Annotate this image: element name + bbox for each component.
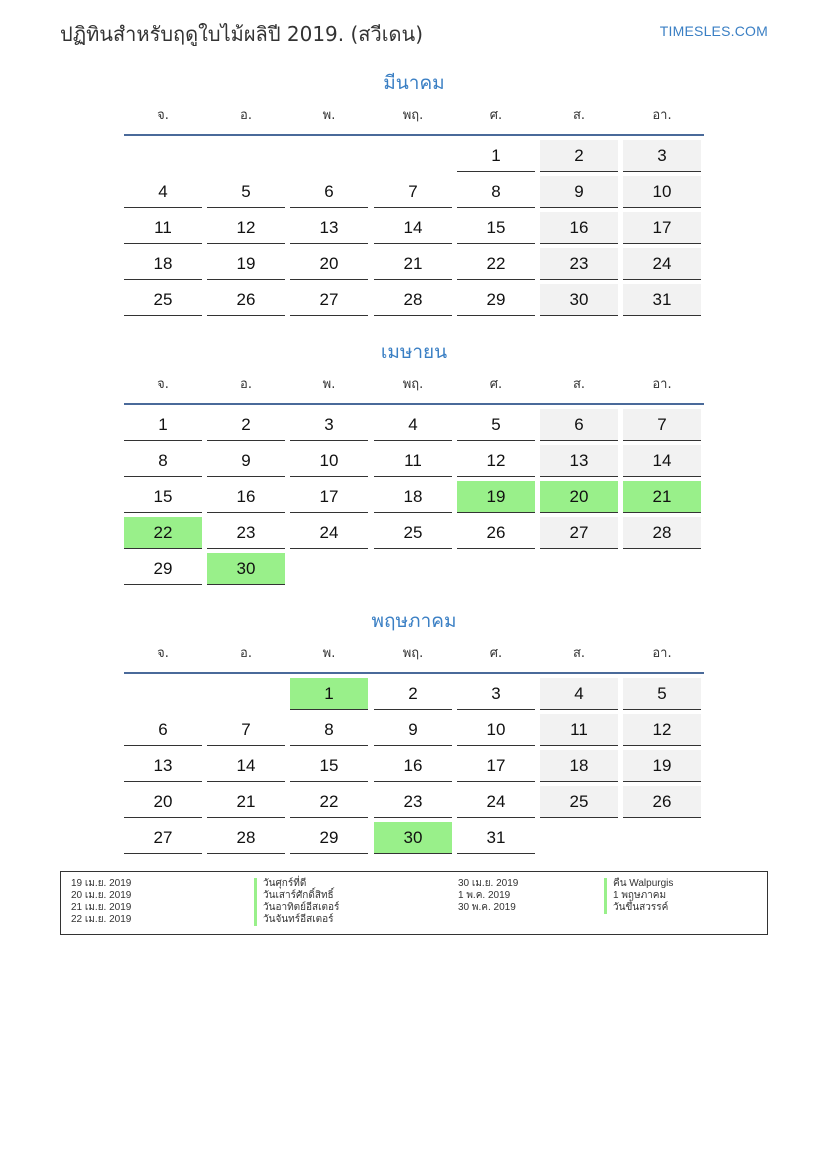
day-cell: 12 [457,445,535,477]
legend-holiday-name: วันอาทิตย์อีสเตอร์ [254,902,339,914]
day-cell: 3 [457,678,535,710]
day-cell: 22 [290,786,368,818]
weekday-header [124,644,704,674]
weekday-label: อา. [652,646,672,661]
month-name: พฤษภาคม [371,610,457,632]
day-cell: 8 [290,714,368,746]
day-cell: 25 [374,517,452,549]
day-cell: 31 [623,284,701,316]
day-cell: 18 [124,248,202,280]
legend-names-col-1 [254,878,339,926]
day-cell: 26 [207,284,285,316]
weekday-label: อ. [240,108,252,123]
month-block [124,70,704,309]
brand-link[interactable]: TIMESLES.COM [659,23,768,39]
day-cell: 12 [623,714,701,746]
day-cell: 25 [540,786,618,818]
day-cell: 6 [124,714,202,746]
day-cell: 16 [374,750,452,782]
day-cell: 19 [207,248,285,280]
day-cell: 29 [124,553,202,585]
holiday-day-cell: 22 [124,517,202,549]
day-cell: 20 [290,248,368,280]
weekday-label: ส. [572,377,586,392]
legend-date: 1 พ.ค. 2019 [458,890,511,901]
legend-holiday-name: วันเสาร์ศักดิ์สิทธิ์ [254,890,339,902]
day-cell: 7 [623,409,701,441]
legend-names-col-2 [604,878,673,914]
day-cell: 1 [124,409,202,441]
day-cell: 4 [124,176,202,208]
day-cell: 16 [540,212,618,244]
day-cell: 1 [457,140,535,172]
legend-dates-col-1 [71,878,131,926]
holiday-day-cell: 30 [207,553,285,585]
weekday-label: ศ. [489,108,503,123]
weekday-header [124,375,704,405]
day-cell: 2 [374,678,452,710]
day-cell: 15 [290,750,368,782]
day-cell: 28 [207,822,285,854]
day-cell: 5 [207,176,285,208]
day-cell: 23 [540,248,618,280]
day-cell: 18 [374,481,452,513]
day-cell: 4 [540,678,618,710]
weekday-label: อา. [652,108,672,123]
day-cell: 9 [207,445,285,477]
month-name: เมษายน [380,341,448,363]
holiday-day-cell: 30 [374,822,452,854]
day-cell: 23 [374,786,452,818]
holiday-day-cell: 19 [457,481,535,513]
day-cell: 31 [457,822,535,854]
weekday-label: ส. [572,646,586,661]
day-cell: 11 [374,445,452,477]
day-cell: 15 [124,481,202,513]
legend-holiday-name: 1 พฤษภาคม [604,890,673,902]
day-cell: 17 [457,750,535,782]
legend-date: 22 เม.ย. 2019 [71,914,132,925]
day-cell: 24 [290,517,368,549]
day-cell: 29 [457,284,535,316]
day-cell: 29 [290,822,368,854]
weekday-label: ศ. [489,377,503,392]
weekday-label: จ. [157,646,169,661]
day-cell: 23 [207,517,285,549]
legend-date: 30 เม.ย. 2019 [458,878,519,889]
day-cell: 14 [623,445,701,477]
day-cell: 21 [207,786,285,818]
day-cell: 5 [623,678,701,710]
day-cell: 4 [374,409,452,441]
day-cell: 7 [374,176,452,208]
day-cell: 2 [207,409,285,441]
holiday-day-cell: 1 [290,678,368,710]
day-cell: 2 [540,140,618,172]
day-cell: 20 [124,786,202,818]
day-cell: 26 [457,517,535,549]
day-cell: 17 [623,212,701,244]
day-cell: 30 [540,284,618,316]
day-cell: 27 [540,517,618,549]
weekday-label: ส. [572,108,586,123]
day-cell: 10 [457,714,535,746]
legend-date: 19 เม.ย. 2019 [71,878,132,889]
day-cell: 27 [290,284,368,316]
day-cell: 8 [457,176,535,208]
day-cell: 7 [207,714,285,746]
day-cell: 10 [290,445,368,477]
weekday-label: พฤ. [402,377,424,392]
day-cell: 24 [623,248,701,280]
day-cell: 13 [124,750,202,782]
day-cell: 11 [540,714,618,746]
day-cell: 25 [124,284,202,316]
legend-dates-col-2 [458,878,518,914]
day-cell: 15 [457,212,535,244]
day-cell: 18 [540,750,618,782]
weekday-label: อ. [240,646,252,661]
day-cell: 6 [540,409,618,441]
day-cell: 28 [374,284,452,316]
day-cell: 14 [374,212,452,244]
weekday-header [124,106,704,136]
day-cell: 19 [623,750,701,782]
weekday-label: พฤ. [402,108,424,123]
day-cell: 22 [457,248,535,280]
month-block [124,339,704,578]
day-cell: 27 [124,822,202,854]
weekday-label: พ. [322,646,336,661]
weekday-label: พฤ. [402,646,424,661]
legend-holiday-name: วันศุกร์ที่ดี [254,878,339,890]
holiday-day-cell: 21 [623,481,701,513]
day-cell: 12 [207,212,285,244]
legend-date: 21 เม.ย. 2019 [71,902,132,913]
month-name: มีนาคม [383,72,445,94]
weekday-label: จ. [157,377,169,392]
day-cell: 3 [623,140,701,172]
holiday-legend [60,871,768,935]
day-cell: 9 [540,176,618,208]
weekday-label: จ. [157,108,169,123]
weekday-label: พ. [322,108,336,123]
day-cell: 10 [623,176,701,208]
day-cell: 13 [290,212,368,244]
legend-holiday-name: คืน Walpurgis [604,878,673,890]
legend-date: 20 เม.ย. 2019 [71,890,132,901]
holiday-day-cell: 20 [540,481,618,513]
day-cell: 17 [290,481,368,513]
day-cell: 5 [457,409,535,441]
weekday-label: อา. [652,377,672,392]
day-cell: 28 [623,517,701,549]
weekday-label: ศ. [489,646,503,661]
day-cell: 9 [374,714,452,746]
day-cell: 11 [124,212,202,244]
legend-date: 30 พ.ค. 2019 [458,902,516,913]
weekday-label: อ. [240,377,252,392]
day-cell: 14 [207,750,285,782]
day-cell: 8 [124,445,202,477]
day-cell: 24 [457,786,535,818]
month-block [124,608,704,847]
legend-holiday-name: วันขึ้นสวรรค์ [604,902,673,914]
legend-holiday-name: วันจันทร์อีสเตอร์ [254,914,339,926]
day-cell: 26 [623,786,701,818]
page-title: ปฏิทินสำหรับฤดูใบไม้ผลิปี 2019. (สวีเดน) [60,22,424,46]
day-cell: 16 [207,481,285,513]
day-cell: 3 [290,409,368,441]
day-cell: 21 [374,248,452,280]
day-cell: 6 [290,176,368,208]
day-cell: 13 [540,445,618,477]
weekday-label: พ. [322,377,336,392]
